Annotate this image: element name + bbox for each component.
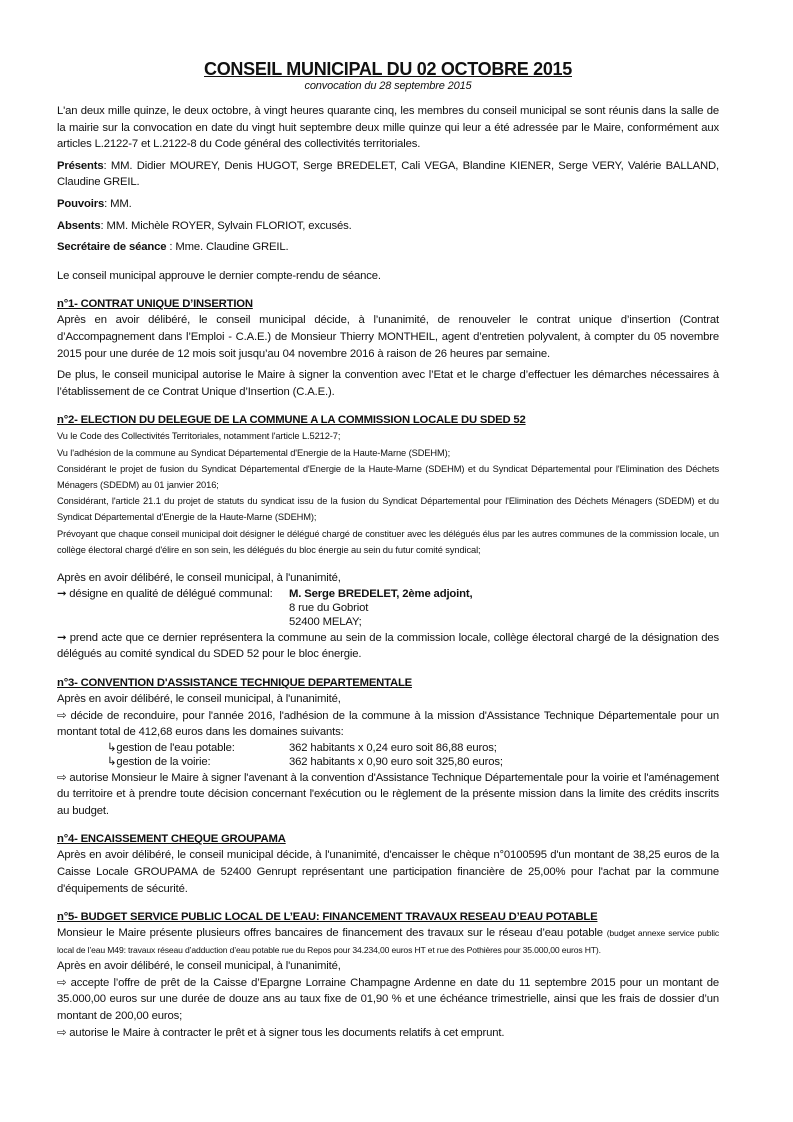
section-2-line: Vu l'adhésion de la commune au Syndicat Départemental d'Energie de la Haute-Marne (SDEHM); xyxy=(57,447,451,458)
section-3-deliberation: Après en avoir délibéré, le conseil municipal, à l'unanimité, xyxy=(57,692,341,705)
absents-text: : MM. Michèle ROYER, Sylvain FLORIOT, excusés. xyxy=(100,219,352,232)
section-5-intro-text: Monsieur le Maire présente plusieurs offres bancaires de financement des travaux sur le réseau d’eau potable xyxy=(57,927,607,940)
domain-item xyxy=(57,741,719,755)
section-4-title: n°4- ENCAISSEMENT CHEQUE GROUPAMA xyxy=(57,833,286,846)
absents-label: Absents xyxy=(57,219,101,232)
section-5-title: n°5- BUDGET SERVICE PUBLIC LOCAL DE L’EAU: FINANCEMENT TRAVAUX RESEAU D’EAU POTABLE xyxy=(57,911,598,924)
section-2-line: Considérant le projet de fusion du Syndicat Départemental d'Energie de la Haute-Marne (SDEHM) et du Syndicat Départemental pour l'Elimination des Déchets Ménagers (SDEDM) au 01 janvier 2016; xyxy=(57,463,719,490)
section-5-intro-note: (budget annexe service public local de l’eau M49: travaux réseau d’adduction d’eau potable rue du Repos pour 34.234,00 euros HT et rue des Pothières pour 35.000,00 euros HT). xyxy=(57,928,719,955)
section-2-line: Vu le Code des Collectivités Territoriales, notamment l'article L.5212-7; xyxy=(57,431,341,442)
presents-label: Présents xyxy=(57,159,104,172)
delegate-street: 8 rue du Gobriot xyxy=(289,601,369,614)
page-title: CONSEIL MUNICIPAL DU 02 OCTOBRE 2015 xyxy=(204,59,572,79)
pouvoirs-text: : MM. xyxy=(104,197,132,210)
approval-line: Le conseil municipal approuve le dernier compte-rendu de séance. xyxy=(57,269,381,282)
domain-item-label: ↳gestion de la voirie: xyxy=(107,756,211,769)
section-2-line: Considérant, l'article 21.1 du projet de statuts du syndicat issu de la fusion du Syndicat Départemental pour l'Elimination des Déchets Ménagers (SDEDM) et du Syndicat Départemental d'Energie de la Haute-Marne (SDEHM); xyxy=(57,496,719,523)
delegate-designation xyxy=(57,587,719,630)
domain-item-value: 362 habitants x 0,24 euro soit 86,88 euros; xyxy=(289,741,497,754)
section-5-authorize: ⇨ autorise le Maire à contracter le prêt et à signer tous les documents relatifs à cet emprunt. xyxy=(57,1026,505,1039)
page-subtitle: convocation du 28 septembre 2015 xyxy=(304,80,472,92)
section-3-decide: ⇨ décide de reconduire, pour l'année 2016, l'adhésion de la commune à la mission d'Assistance Technique Départementale pour un montant total de 412,68 euros dans les domaines suivants: xyxy=(57,709,719,739)
delegate-name: M. Serge BREDELET, 2ème adjoint, xyxy=(289,587,473,600)
document-page xyxy=(57,58,719,1041)
domain-item-label: ↳gestion de l'eau potable: xyxy=(107,741,235,754)
section-1-paragraph-2: De plus, le conseil municipal autorise le Maire à signer la convention avec l’Etat et le charge d’effectuer les démarches nécessaires à l’établissement de ce Contrat Unique d’Insertion (C.A.E.). xyxy=(57,369,719,398)
section-5-intro xyxy=(57,925,719,958)
delegate-city: 52400 MELAY; xyxy=(289,616,362,629)
section-5-deliberation: Après en avoir délibéré, le conseil municipal, à l'unanimité, xyxy=(57,960,341,973)
intro-paragraph: L'an deux mille quinze, le deux octobre, à vingt heures quarante cinq, les membres du conseil municipal se sont réunis dans la salle de la mairie sur la convocation en date du vingt huit septembre deux mille quinze qui leur a été adressée par le Maire, conformément aux articles L.2122-7 et L.2122-8 du Code général des collectivités territoriales. xyxy=(57,105,719,151)
section-2-deliberation: Après en avoir délibéré, le conseil municipal, à l'unanimité, xyxy=(57,571,341,584)
absents-line xyxy=(57,218,719,235)
secretaire-text: : Mme. Claudine GREIL. xyxy=(166,241,289,254)
section-3-authorize: ⇨ autorise Monsieur le Maire à signer l'avenant à la convention d'Assistance Technique Départementale pour la voirie et l'aménagement du territoire et à prendre toute décision concernant l'exécution ou le règlement de la présente mission dans la limite des crédits inscrits au budget. xyxy=(57,771,719,817)
section-2-acknowledge: ➞ prend acte que ce dernier représentera la commune au sein de la commission locale, collège électoral chargé de la désignation des délégués au comité syndical du SDED 52 pour le bloc énergie. xyxy=(57,631,719,661)
section-1-title: n°1- CONTRAT UNIQUE D’INSERTION xyxy=(57,298,253,311)
designate-label: ➞ désigne en qualité de délégué communal: xyxy=(57,587,273,600)
domain-item-value: 362 habitants x 0,90 euro soit 325,80 euros; xyxy=(289,756,503,769)
section-3-title: n°3- CONVENTION D'ASSISTANCE TECHNIQUE DEPARTEMENTALE xyxy=(57,676,412,689)
section-2-line: Prévoyant que chaque conseil municipal doit désigner le délégué chargé de constituer avec les délégués élus par les autres communes de la commission locale, un collège électoral chargé d'élire en son sein, les délégués du bloc énergie au sein du futur comité syndical; xyxy=(57,528,719,555)
secretaire-label: Secrétaire de séance xyxy=(57,241,167,254)
domain-item xyxy=(57,755,719,769)
section-1-paragraph-1: Après en avoir délibéré, le conseil municipal décide, à l’unanimité, de renouveler le contrat unique d’insertion (Contrat d’Accompagnement dans l’Emploi - C.A.E.) de Monsieur Thierry MONTHEIL, agent d’entretien polyvalent, à compter du 05 novembre 2015 pour une durée de 12 mois soit jusqu’au 04 novembre 2016 à raison de 26 heures par semaine. xyxy=(57,314,719,360)
presents-line xyxy=(57,158,719,191)
delegate-block xyxy=(289,587,473,630)
section-2-title: n°2- ELECTION DU DELEGUE DE LA COMMUNE A LA COMMISSION LOCALE DU SDED 52 xyxy=(57,414,526,427)
pouvoirs-label: Pouvoirs xyxy=(57,197,105,210)
section-5-accept: ⇨ accepte l’offre de prêt de la Caisse d’Epargne Lorraine Champagne Ardenne en date du 11 septembre 2015 pour un montant de 35.000,00 euros sur une durée de douze ans au taux fixe de 01,90 % et une échéance trimestrielle, ainsi que les frais de dossier d’un montant de 200,00 euros; xyxy=(57,976,719,1023)
secretaire-line xyxy=(57,239,719,256)
pouvoirs-line xyxy=(57,196,719,213)
section-4-text: Après en avoir délibéré, le conseil municipal décide, à l'unanimité, d'encaisser le chèque n°0100595 d'un montant de 38,25 euros de la Caisse Locale GROUPAMA de 52400 Genrupt représentant une participation financière de 25,00% pour l'achat par la commune d'équipements de sécurité. xyxy=(57,849,719,895)
presents-text: : MM. Didier MOUREY, Denis HUGOT, Serge BREDELET, Cali VEGA, Blandine KIENER, Serge VERY, Valérie BALLAND, Claudine GREIL. xyxy=(57,159,719,189)
